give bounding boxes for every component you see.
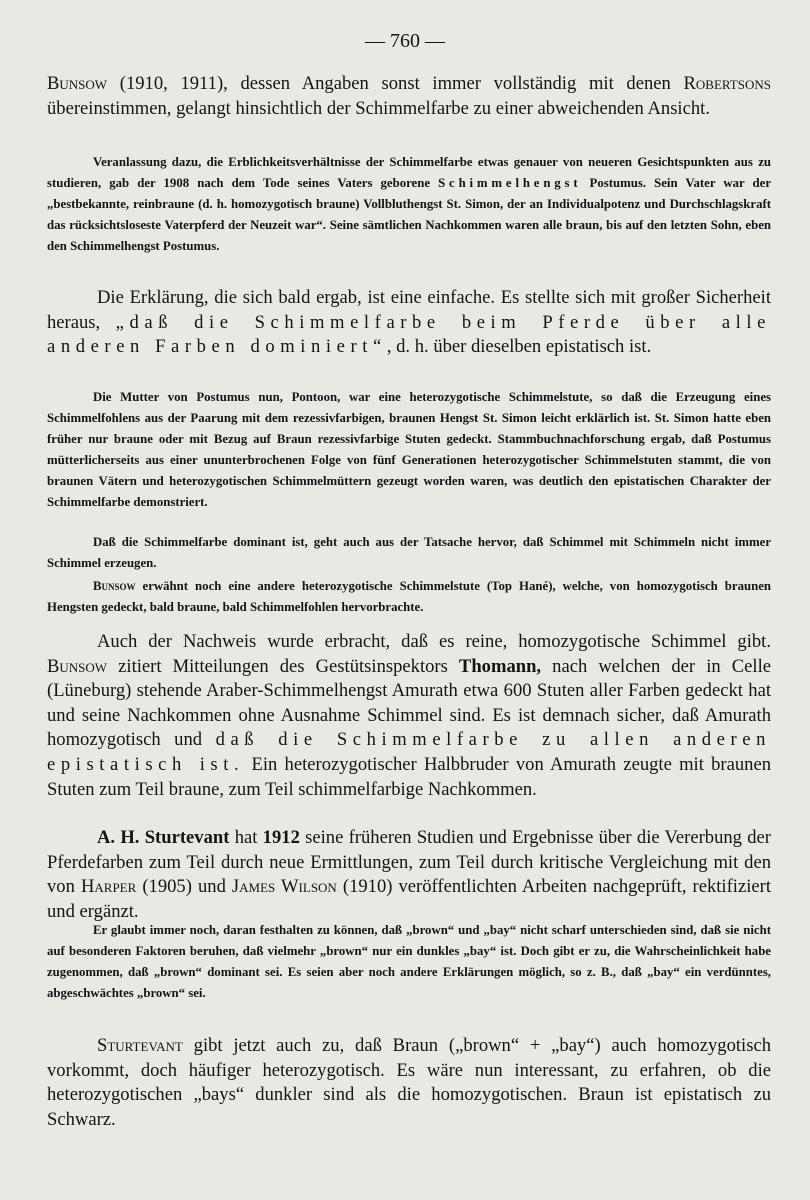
page-number: — 760 — (365, 30, 445, 52)
paragraph-amurath: Auch der Nachweis wurde erbracht, daß es reine, homozygotische Schimmel gibt. Bunsow zitiert Mitteilungen des Gestütsinspektors Thomann, nach welchen der in Celle (Lüneburg) stehende Araber-Schimmelhengst Amurath etwa 600 Stuten aller Farben gedeckt hat und seine Nachkommen ohne Ausnahme Schimmel sind. Es ist demnach sicher, daß Amurath homozygotisch und daß die Schimmelfarbe zu allen anderen epistatisch ist. Ein heterozygotischer Halbbruder von Amurath zeugte mit braunen Stuten zum Teil braune, zum Teil schimmelfarbige Nachkommen. (47, 631, 771, 800)
year-bold: 1912 (262, 827, 300, 848)
paragraph-bunsow-intro: Bunsow (1910, 1911), dessen Angaben sonst immer vollständig mit denen Robertsons übereinstimmen, gelangt hinsichtlich der Schimmelfarbe zu einer abweichenden Ansicht. (47, 73, 771, 119)
inspector-name: Thomann, (458, 655, 542, 677)
author-name: Sturtevant (97, 1035, 183, 1056)
paragraph-sturtevant-studies: A. H. Sturtevant hat 1912 seine früheren Studien und Ergebnisse über die Vererbung der Pferdefarben zum Teil durch neue Ermittlungen, zum Teil durch kritische Vergleichung mit den von Harper (1905) und James Wilson (1910) veröffentlichten Arbeiten nachgeprüft, rektifiziert und ergänzt. (47, 827, 771, 922)
note-brown-bay: Er glaubt immer noch, daran festhalten zu können, daß „brown“ und „bay“ nicht scharf unterschieden sind, daß sie nicht auf besonderen Faktoren beruhen, daß vielmehr „brown“ nur ein dunkles „bay“ ist. Doch gibt er zu, die Wahrscheinlichkeit habe zugenommen, daß „brown“ dominant sei. Es seien aber noch andere Erklärungen möglich, so z. B., daß „bay“ ein verdünntes, abgeschwächtes „brown“ sei. (47, 923, 771, 1000)
spaced-statement: „daß die Schimmelfarbe beim Pferde über alle anderen Farben dominiert“ (47, 311, 771, 358)
author-name-bold: A. H. Sturtevant (97, 827, 230, 848)
author-name: Harper (80, 876, 137, 898)
spaced-statement: daß die Schimmelfarbe zu allen anderen epistatisch ist. (47, 729, 771, 775)
author-name: Bunsow (47, 655, 108, 677)
note-pontoon: Die Mutter von Postumus nun, Pontoon, war eine heterozygotische Schimmelstute, so daß die Erzeugung eines Schimmelfohlens aus der Paarung mit dem rezessivfarbigen, braunen Hengst St. Simon leicht erklärlich ist. St. Simon hatte eben früher nur braune oder mit Bezug auf Braun rezessivfarbige Stuten gedeckt. Stammbuchnachforschung ergab, daß Postumus mütterlicherseits aus einer ununterbrochenen Folge von fünf Generationen heterozygotischer Schimmelstuten stammt, die von braunen Vätern und heterozygotischen Schimmelmüttern gezeugt worden waren, was deutlich den epistatischen Charakter der Schimmelfarbe demonstriert. (47, 390, 771, 509)
paragraph-sturtevant-conclusion: Sturtevant gibt jetzt auch zu, daß Braun („brown“ + „bay“) auch homozygotisch vorkommt, doch häufiger heterozygotisch. Es wäre nun interessant, zu erfahren, ob die heterozygotischen „bays“ dunkler sind als die homozygotischen. Braun ist epistatisch zu Schwarz. (47, 1035, 771, 1130)
spaced-term: Schimmelhengst (438, 176, 582, 190)
note-postumus-origin: Veranlassung dazu, die Erblichkeitsverhältnisse der Schimmelfarbe etwas genauer von neueren Gesichtspunkten aus zu studieren, gab der 1908 nach dem Tode seines Vaters geborene Schimmelhengst Postumus. Sein Vater war der „bestbekannte, reinbraune (d. h. homozygotisch braune) Vollbluthengst St. Simon, der an Individualpotenz und Durchschlagskraft das rücksichtsloseste Vaterpferd der Neuzeit war“. Seine sämtlichen Nachkommen waren alle braun, bis auf den letzten Sohn, eben den Schimmelhengst Postumus. (47, 155, 771, 253)
note-top-hane: Bunsow erwähnt noch eine andere heterozygotische Schimmelstute (Top Hané), welche, von homozygotisch braunen Hengsten gedeckt, bald braune, bald Schimmelfohlen hervorbrachte. (47, 579, 771, 614)
author-name: Robertsons (683, 73, 771, 94)
author-name: Bunsow (47, 73, 108, 94)
author-name: Bunsow (93, 579, 136, 593)
author-name: James Wilson (231, 876, 337, 898)
paragraph-explanation: Die Erklärung, die sich bald ergab, ist eine einfache. Es stellte sich mit großer Sicherheit heraus, „daß die Schimmelfarbe beim Pferde über alle anderen Farben dominiert“, d. h. über dieselben epistatisch ist. (47, 287, 771, 358)
note-dominance: Daß die Schimmelfarbe dominant ist, geht auch aus der Tatsache hervor, daß Schimmel mit Schimmeln nicht immer Schimmel erzeugen. (47, 535, 771, 570)
